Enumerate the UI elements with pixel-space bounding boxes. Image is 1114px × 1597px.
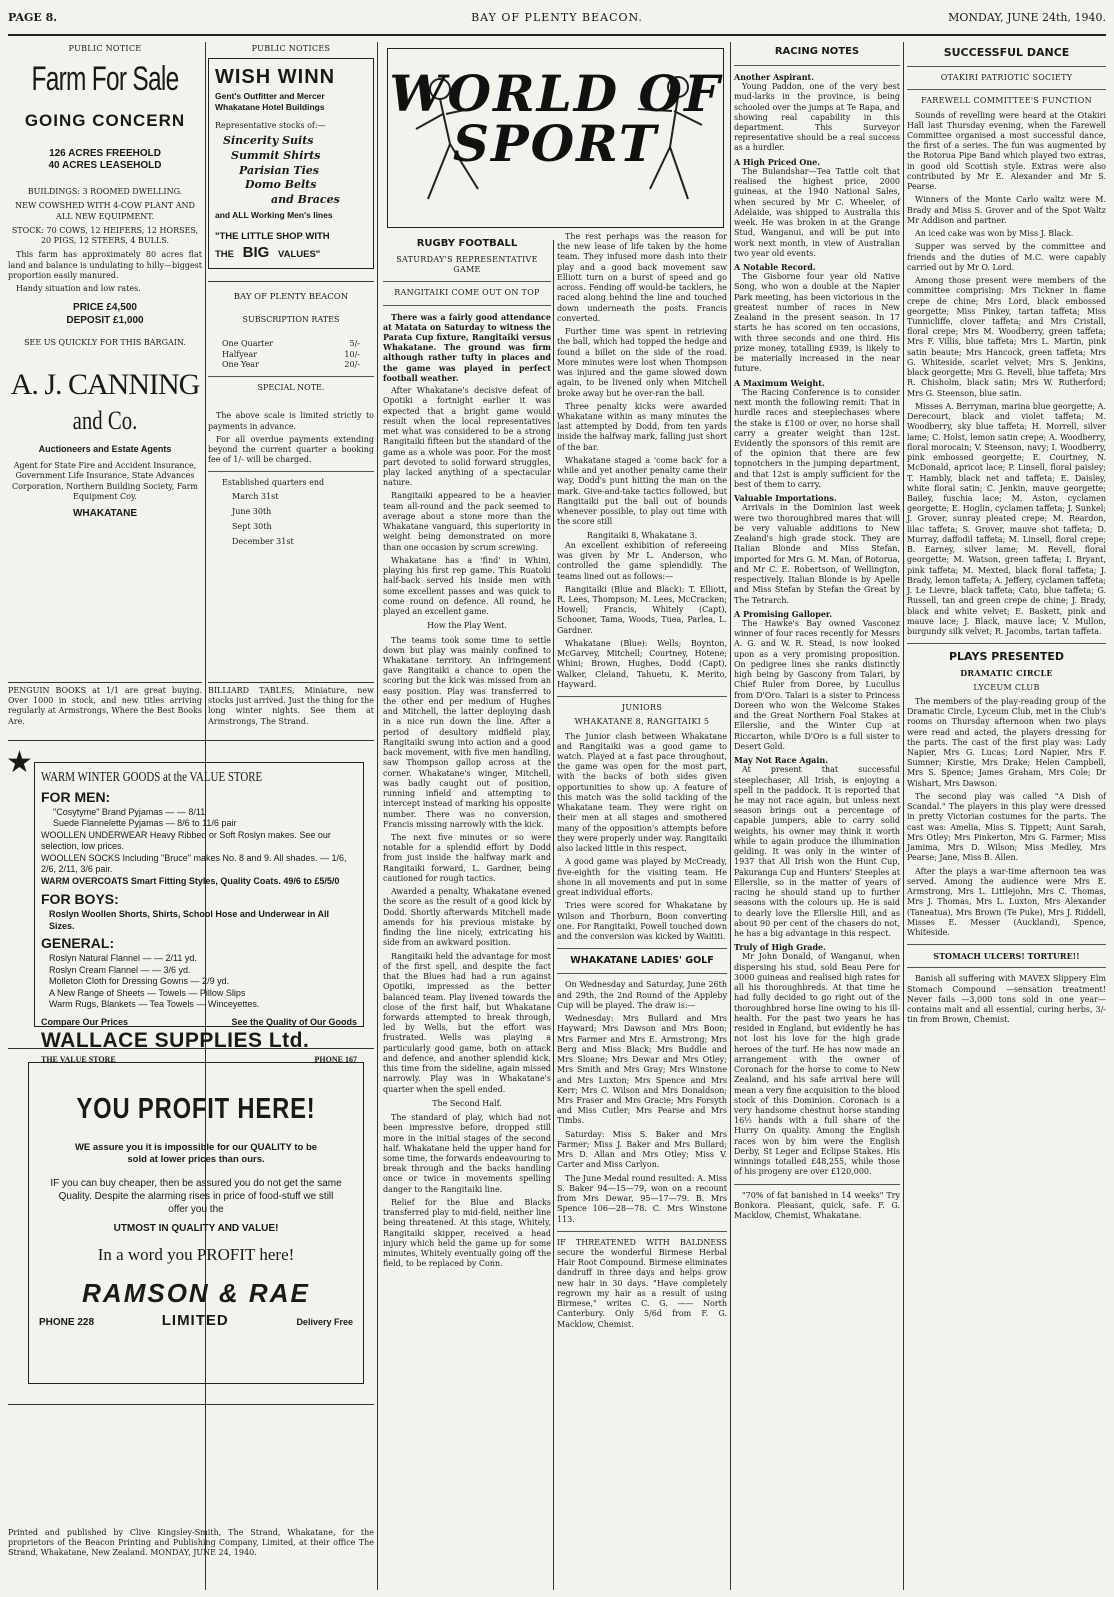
winter-line: WARM OVERCOATS Smart Fitting Styles, Quality Coats. 49/6 to £5/5/0 [41, 875, 340, 886]
established-label: Established quarters end [222, 478, 325, 488]
rugby-para: An excellent exhibition of refereeing was given by Mr L. Anderson, who controlled the game splendidly. The teams lined out as follows:— [557, 540, 727, 581]
column-rule [553, 240, 554, 1590]
stock-list: STOCK: 70 COWS, 12 HEIFERS, 12 HORSES, 20 PIGS, 12 STEERS, 4 BULLS. [11, 225, 199, 246]
deposit: DEPOSIT £1,000 [66, 315, 144, 326]
juniors-para: The Junior clash between Whakatane and Rangitaiki was a good game to watch. Played at a fast pace throughout, the game was open for the most part, with the backs of both sides given opportunities to show up. A feature of this match was the solid tackling of the Whakatane team. They were right on their men at all stages and smothered many of the opposition's attempts before they were properly under way. Rangitaiki also lacked little in this respect. [557, 731, 727, 854]
see-quality: See the Quality of Our Goods [231, 1016, 357, 1027]
acres-leasehold: 40 ACRES LEASEHOLD [48, 160, 162, 172]
winter-line: Suede Flannelette Pyjamas — 8/6 to 11/6 pair [53, 818, 237, 829]
winter-goods-ad [34, 762, 364, 1065]
plays-sub: DRAMATIC CIRCLE [960, 668, 1053, 679]
delivery-free: Delivery Free [296, 1316, 353, 1327]
rugby-para: Awarded a penalty, Whakatane evened the score as the result of a good kick by Dodd. Shortly afterwards Mitchell made amends for his previous mistake by finding the line nicely, extricating his side from an awkward position. [383, 887, 551, 948]
rugby-headline: RANGITAIKI COME OUT ON TOP [394, 288, 540, 298]
rate-label: One Quarter [222, 339, 274, 349]
bargain-note: SEE US QUICKLY FOR THIS BARGAIN. [24, 337, 186, 347]
boys-text: Roslyn Woollen Shorts, Shirts, School Hose and Underwear in All Sizes. [49, 909, 330, 931]
divider [208, 682, 374, 683]
wallace-brand: WALLACE SUPPLIES Ltd. [41, 1029, 310, 1053]
golf-para: On Wednesday and Saturday, June 26th and 29th, the 2nd Round of the Appleby Cup will be played. The draw is:— [557, 980, 727, 1010]
dance-para: Sounds of revelling were heard at the Otakiri Hall last Thursday evening, when the Farewell Committee organised a most successful dance, the first of a series. The fun was augmented by the Rotorua Pipe Band which played two extras, in good old Scottish style. Extras were also contributed by Mr E. Alexander and Mr S. Pearse. [907, 110, 1106, 192]
rugby-para: The teams took some time to settle down but play was mainly confined to Whakatane territory. An infringement gave Rangitaiki a chance to open the scoring but the kick was missed from an easy position. Play was transferred to the other end per medium of Hughes and Mitchell, the latter deploying dash in a nice run down the line. After a period of desultory midfield play, Rangitaiki swung into action and a good back movement, with five men handling, saw Thompson gallop across at the corner. Whakatane's winger, Mitchell, was badly caught out of position, running infield and attempting to intercept instead of marking his opposite number. There was no conversion, Francis missing narrowly with the kick. [383, 635, 551, 829]
winter-line: WOOLLEN UNDERWEAR Heavy Ribbed or Soft Roslyn makes. See our selection, low prices. [41, 829, 331, 852]
general-line: Roslyn Cream Flannel — — 3/6 yd. [49, 964, 191, 975]
imprint [8, 1528, 374, 1588]
golf-para: The June Medal round resulted: A. Miss S. Baker 94—15—79, won on a recount from Mrs Dewar, 95—17—79. B. Mrs Spence 106—28—78. C. Mrs Winstone 113. [557, 1173, 727, 1224]
shop-big: BIG [242, 244, 270, 262]
ad-label: PUBLIC NOTICE [68, 44, 142, 53]
juniors-score: WHAKATANE 8, RANGITAIKI 5 [574, 717, 710, 727]
profit-limited: LIMITED [161, 1311, 229, 1329]
rugby-subhead: How the Play Went. [427, 621, 507, 631]
town: WHAKATANE [72, 508, 138, 520]
column-rule [730, 42, 731, 1590]
price: PRICE £4,500 [73, 302, 137, 314]
racing-subhead: A High Priced One. [734, 156, 821, 167]
rugby-para: The rest perhaps was the reason for the new lease of life taken by the home team. They infused more dash into their play and a good back movement saw Elliott turn on a burst of speed and go across. Fending off would-be tacklers, he raced along behind the line and touched down underneath the posts. Francis converted. [557, 232, 727, 323]
golf-para: Wednesday: Mrs Bullard and Mrs Hayward; Mrs Dawson and Mrs Boon; Mrs Farmer and Mrs E. Armstrong; Mrs Berg and Miss Black; Mrs Buddle and Mrs Sloane; Mrs Dewar and Mrs Otley; Mrs Smith and Mrs Gray; Mrs Winstone and Mrs Luxton; Mrs Spence and Mrs Kerr; Mrs C. Wilson and Mrs Donaldson; Mrs Fraser and Mrs Gracie; Mrs Forsyth and Miss Cutler; Mrs Pearse and Mrs Timbs. [557, 1014, 727, 1126]
firm-and-co: and Co. [72, 406, 138, 436]
ulcers-title: STOMACH ULCERS! TORTURE!! [933, 951, 1080, 962]
stock-item: Parisian Ties [239, 163, 319, 177]
rugby-para: Relief for the Blue and Blacks transferred play to mid-field, neither line being threatened. At this stage, Whitely, Rangitaiki skipper, received a head injury which held the game up for some minutes, Whitely eventually going off the field, to be replaced by Conn. [383, 1197, 551, 1269]
winter-title: WARM WINTER GOODS at the VALUE STORE [41, 770, 263, 785]
working-lines: and ALL Working Men's lines [215, 210, 333, 221]
value-store: THE VALUE STORE [41, 1055, 116, 1065]
quarter-end: Sept 30th [232, 522, 272, 532]
baldness-ad: IF THREATENED WITH BALDNESS secure the wonderful Birmese Herbal Hair Root Compound. Birmese eliminates dandruff in three days and helps grow new hair in 30 days. "Have completely regrown my hair as a result of using Birmese," writes C. G. —— North Canterbury. Only 5/6d from F. G. Macklow, Chemist. [557, 1237, 727, 1329]
billiard-text: BILLIARD TABLES, Miniature, new stocks just arrived. Just the thing for the long winter nights. See them at Armstrongs, The Strand. [208, 686, 374, 726]
rugby-para: Rangitaiki held the advantage for most of the first spell, and despite the fact that the Blues had had a run against Opotiki, impressed as the better balanced team. Play livened towards the close of the first half, but Whakatane forwards attempted to break through, led by Wells, but the effort was frustrated. Wells was playing a particularly good game, both on attack and defence, and another splendid kick, this time from the sideline, again missed narrowly. Play was in Whakatane's quarter when the spell ended. [383, 951, 551, 1094]
rate-label: One Year [222, 359, 259, 369]
golf-para: Saturday: Miss S. Baker and Mrs Farmer; Miss J. Baker and Mrs Bullard; Mrs D. Allan and Mrs Otley; Miss V. Carter and Miss Carlyon. [557, 1129, 727, 1170]
racing-para: The Gisborne four year old Native Song, who won a double at the Napier Park meeting, has been victorious in the greatest number of races in New Zealand in the present season. In 17 starts he has scored on ten occasions, with three seconds and one third. His prize money, totalling £939, is likely to be materially increased in the near future. [734, 272, 900, 374]
stock-item: and Braces [271, 193, 340, 207]
farm-handy: Handy situation and low rates. [16, 283, 141, 293]
farm-description: This farm has approximately 80 acres flat land and balance is undulating to hilly—biggest proportion easily manured. [8, 250, 202, 280]
rate-value: 20/- [344, 359, 360, 369]
bonkora-ad: "70% of fat banished in 14 weeks" Try Bonkora. Pleasant, quick, safe. F. G. Macklow, Chemist, Whakatane. [734, 1190, 900, 1221]
rate-value: 10/- [344, 349, 360, 359]
final-score: Rangitaiki 8, Whakatane 3. [586, 530, 698, 540]
racing-subhead: Valuable Importations. [734, 493, 837, 504]
rugby-para: Whakatane staged a 'come back' for a while and yet another penalty came their way, Dodd's punt hitting the man on the mark. Give-and-take tactics followed, but Rangitaiki put the ball out of bounds whenever possible, to play out time with the score still [557, 455, 727, 527]
rugby-para: Three penalty kicks were awarded Whakatane within as many minutes the last attempted by Dodd, from ten yards inside the halfway mark, falling just short of the bar. [557, 401, 727, 452]
dance-para: Among those present were members of the committee comprising: Mrs Tickner in flame crepe de chine; Mrs Lord, black embossed georgette; Miss Pinkey, tartan taffeta; Miss Tunnicliffe, clover taffeta; and Mrs Cristall, floral crepe; Mrs M. Woodberry, green taffeta; Mrs F. Villis, blue taffeta; Mrs L. Martin, pink satin beaute; Mrs Hancock, green taffeta; Mrs G. Whiteside, scarlet velvet; Mrs S. Jenkins, black georgette; Mrs G. Revell, blue taffeta; Mrs R. Chisholm, black satin; Mrs W. Rutherford; Mrs G. Steenson, blue satin. [907, 276, 1106, 398]
farm-for-sale-ad [8, 40, 202, 680]
compare-prices: Compare Our Prices [41, 1016, 129, 1027]
wish-winn-sub1: Gent's Outfitter and Mercer [215, 90, 325, 101]
plays-para: The members of the play-reading group of the Dramatic Circle, Lyceum Club, met in the Club's rooms on Thursday afternoon when two plays were read and acted, the players dressing for the parts. The cast of the first play was: Lady Napier, Mrs G. Lucas; Lord Napier, Mrs F. Sumner; Kirstie, Mrs Drake; Helen Campbell, Mrs S. Spence; James Graham, Mrs Cole; Dr Wishart, Mrs Dawson. [907, 696, 1106, 788]
racing-subhead: A Notable Record. [734, 262, 816, 273]
rugby-title: RUGBY FOOTBALL [416, 238, 518, 249]
divider [8, 682, 202, 683]
ad-label: PUBLIC NOTICES [251, 44, 331, 53]
quarter-end: December 31st [232, 537, 294, 547]
rugby-subhead: The Second Half. [432, 1098, 502, 1108]
dance-sub2: FAREWELL COMMITTEE'S FUNCTION [921, 96, 1092, 106]
racing-para: Mr John Donald, of Wanganui, when dispersing his stud, sold Beau Pere for 3000 guineas and realised high rates for all his thoroughbreds. At that time he had fully decided to go right out of the thoroughbred horse line owing to his ill-health. For the past two years he has resided in England, but evidently he has not lost his love for the high grade heroes of the turf. He has now made an arrangement with the owner of Coronach for the horse to come to New Zealand, and his safe arrival here will mean a very fine acquisition to the blood stock of this Dominion. Coronach is a very handsome chestnut horse standing 16½ hands with a full share of the Hurry On quality. Among the English races won by him were the English Derby, St Leger and Eclipse Stakes. His winnings totalled £48,255, while those of his progeny are over £120,000. [734, 952, 900, 1177]
racing-subhead: Truly of High Grade. [734, 942, 826, 953]
wish-winn-sub2: Whakatane Hotel Buildings [215, 101, 325, 112]
rugby-para: Further time was spent in retrieving the ball, which had topped the hedge and found a billet on the side of the road. More minutes were lost when Thompson was injured and the game slowed down again, to be livened only when Mitchell broke away but he over-ran the ball. [557, 327, 727, 398]
racing-para: At present that successful steeplechaser, All Irish, is enjoying a spell in the paddock. It is reported that he may not race again, but unless next season brings out a percentage of capable jumpers, able to carry solid weights, his owner may think it worth while to again produce the illumination gelding. It was only in the winter of 1937 that All Irish won the Hunt Cup, Pakuranga Cup and Hunters' Steeples at Ellerslie, so in the matter of years of racing he should stand up to further seasons with the colours up. He is said to dearly love the Ellerslie Hill, and as about 90 per cent of the chasers do not, he has a big advantage in this respect. [734, 765, 900, 939]
rugby-sub: SATURDAY'S REPRESENTATIVE GAME [396, 254, 538, 275]
rugby-continued [557, 232, 727, 1590]
plays-sub2: LYCEUM CLUB [973, 682, 1040, 692]
ulcers-para: Banish all suffering with MAVEX Slippery Elm Stomach Compound —sensation treatment! Never fails —3,000 tons sold in one year—contains malt and all essential, curing herbs, 3/- tin from Brown, Chemist. [907, 974, 1106, 1025]
column-rule [377, 42, 378, 1590]
quarter-end: March 31st [232, 491, 279, 501]
dance-para: Misses A. Berryman, marina blue georgette; A. Derecourt, black and violet taffeta; M. Woodberry, sky blue taffeta; H. Morrell, silver lame; C. Holst, lemon satin crepe; A. Woodberry, floral morocain; V. Steenson, navy; I. Woodberry, pink embossed georgette; E. Courtney, N. McDonald, apricot lace; P. Linsell, floral paisley; T. Hambly, black net and taffeta; E. Daisley, white floral satin; C. Jenkin, mauve georgette; Bailey, fuschia lace; M. Aston, cyclamen georgette; E. Hoglin, cyclamen taffeta; J. Sunkel; J. Grover, sunray pleated crepe; M. Reardon, lilac taffeta; S. Grover, mauve shot taffeta; D. Murray, daffodil taffeta; M. Linsell, floral crepe; B. Earney, silver lame; M. Revell, floral georgette; M. Watson, green taffeta; I. Bryant, pink taffeta; M. Mexted, black floral taffeta; J. Brady, lemon taffeta; A. Jeffery, cyclamen taffeta; J. Le Lievre, black taffeta; Cato, blue taffeta; G. Russell, tan and green crepe de chine; J. Brady, black and white velvet; E. Baskett, pink and mauve lace; J. Black, mauve lace; V. Mullon, burgundy silk velvet; R. Jacombs, tartan taffeta. [907, 401, 1106, 637]
dance-sub: OTAKIRI PATRIOTIC SOCIETY [940, 73, 1073, 83]
plays-para: After the plays a war-time afternoon tea was served. Among the audience were Mrs E. Armstrong, Mrs L. Littlejohn, Mrs C. Thomas, Mrs J. Thomas, Mrs L. Luxton, Mrs Alexander (Taneatua), Mrs Brown (Te Puke), Mrs J. Riddell, Misses E. Messer (Auckland), Spence, Whiteside. [907, 866, 1106, 937]
winter-line: WOOLLEN SOCKS Including "Bruce" makes No. 8 and 9. All shades. — 1/6, 2/6, 2/11, 3/6 pair. [41, 852, 347, 875]
wallace-phone: PHONE 167 [314, 1055, 357, 1065]
subscription-box [208, 281, 374, 549]
going-concern: GOING CONCERN [24, 110, 186, 130]
rugby-para: Whakatane has a 'find' in Whini, playing his first rep game. This Ruatoki half-back served his inside men with some excellent passes and was quick to come round on defence. All round, he played an excellent game. [383, 555, 551, 617]
ramson-rae-brand: RAMSON & RAE [82, 1278, 310, 1309]
quarter-end: June 30th [232, 506, 272, 516]
racing-subhead: A Promising Galloper. [734, 608, 833, 619]
racing-subhead: A Maximum Weight. [734, 377, 825, 388]
stock-item: Summit Shirts [231, 148, 321, 162]
wish-winn-ad [208, 40, 374, 680]
column-rule [903, 42, 904, 1590]
racing-subhead: May Not Race Again. [734, 755, 828, 766]
golf-heading: WHAKATANE LADIES' GOLF [570, 955, 714, 967]
plays-para: The second play was called "A Dish of Scandal." The players in this play were dressed in pretty Victorian costumes for the parts. The cast was: Amelia, Miss S. Tippett; Aunt Sarah, Mrs Otley; Mrs Pinkerton, Mrs G. Farmer; Miss Jamima, Mrs D. Wilson; Miss Medley, Mrs Pearse; Jane, Miss B. Allen. [907, 791, 1106, 863]
racing-subhead: Another Aspirant. [734, 71, 814, 82]
racing-notes [734, 40, 900, 1590]
racing-para: The Hawke's Bay owned Vasconez winner of four races recently for Messrs A. G. and W. R. Stead, is now looked upon as a very promising proposition. On pedigree lines she ranks distinctly high being by Gascony from Talari, by Chief Ruler from Doree, by Lucullus from D'Oro. Talari is a sister to Princess Doreen who won the Welcome Stakes and the Great Northern Foal Stakes at Ellerslie, and the Winter Cup at Riccarton, while D'Oro is a full sister to Desert Gold. [734, 618, 900, 751]
profit-phone: PHONE 228 [39, 1316, 95, 1328]
dance-para: Winners of the Monte Carlo waltz were M. Brady and Miss S. Grover and of the Spot Waltz Mr Addison and partner. [907, 195, 1106, 225]
winter-line: "Cosytyme" Brand Pyjamas — — 8/11 [53, 806, 206, 817]
rugby-article [383, 232, 551, 1590]
beacon-name: BAY OF PLENTY BEACON [233, 292, 349, 303]
stock-item: Sincerity Suits [223, 133, 314, 147]
general-line: Roslyn Natural Flannel — — 2/11 yd. [49, 953, 197, 964]
racing-para: Young Paddon, one of the very best mud-larks in the province, is being schooled over the jumps at Te Rapa, and showing real capability in this department. This Surveyor representative should be a real success as a hurdler. [734, 82, 900, 153]
rugby-lead: There was a fairly good attendance at Matata on Saturday to witness the Parata Cup fixture, Rangitaiki versus Whakatane. The ground was firm although rather tufty in places and the game was played in perfect football weather. [383, 311, 551, 383]
shop-values: VALUES" [277, 249, 321, 261]
general: GENERAL: [41, 935, 115, 952]
rate-value: 5/- [349, 339, 360, 349]
plays-title: PLAYS PRESENTED [948, 650, 1065, 664]
dance-para: Supper was served by the committee and friends and the duties of M.C. were capably carried out by Mr O. Lord. [907, 242, 1106, 272]
special-note-heading: SPECIAL NOTE. [257, 383, 325, 393]
star-icon: ★ [6, 745, 33, 780]
issue-date: MONDAY, JUNE 24th, 1940. [948, 11, 1106, 24]
for-men: FOR MEN: [41, 788, 111, 805]
imprint-text: Printed and published by Clive Kingsley-Smith, The Strand, Whakatane, for the proprietors of the Beacon Printing and Publishing Company, Limited, at their office The Strand, Whakatane, New Zealand. MONDAY, JUNE 24, 1940. [8, 1528, 374, 1558]
rep-stocks: Representative stocks of:— [215, 120, 326, 130]
sport-banner-title: WORLD OF SPORT [389, 64, 722, 173]
juniors-heading: JUNIORS [621, 703, 663, 713]
page-number: PAGE 8. [8, 11, 58, 24]
racing-para: The Racing Conference is to consider next month the following remit: That in hurdle races and steeplechases where the stake is £100 or over, no horse shall carry a greater weight than 12st. Evidently the sponsors of this remit are of the opinion that there are few topnotchers in the jumping department, and that 12st is amply sufficient for the best of them to carry. [734, 387, 900, 489]
wish-winn-title: WISH WINN [215, 66, 336, 89]
divider [8, 1048, 374, 1049]
acres-freehold: 126 ACRES FREEHOLD [49, 147, 161, 159]
racing-para: The Bulandshar—Tea Tattle colt that realised the highest price, 2000 guineas, at the 1940 National Sales, when secured by Mr C. Wheeler, of Adelaide, was shipped to Australia this week. He was broken in at the Grange Stud, Wanganui, and will be put into work next month, in view of Australian two year old events. [734, 166, 900, 258]
juniors-para: A good game was played by McCready, five-eighth for the visiting team. He shone in all movements and put in some great individual efforts. [557, 857, 727, 898]
for-boys: FOR BOYS: [41, 891, 119, 908]
rugby-para: The standard of play, which had not been impressive before, dropped still more in the initial stages of the second half. Whakatane held the upper hand for some time, the forwards endeavouring to break through and the backs handling once or twice in movements spelling danger to the Rangitaiki line. [383, 1113, 551, 1194]
rugby-para: Rangitaiki (Blue and Black): T. Elliott, R. Lees, Thompson; M. Lees, McCracken; Howell; Francis, Whitely (Capt), Schooner, Tama, Woods, Tuea, Parlea, L. Gardner. [557, 584, 727, 635]
masthead [8, 6, 1106, 36]
cowshed: NEW COWSHED WITH 4-COW PLANT AND ALL NEW EQUIPMENT. [15, 201, 195, 221]
rugby-para: Whakatane (Blue): Wells; Boynton, McGarvey, Mitchell; Courtney, Hotene; Whini; Brown, Hughes, Dodd (Capt), Walker, Cleland, Tahuetu, K. Merito, Hayward. [557, 638, 727, 689]
firm-name: A. J. CANNING [10, 368, 200, 402]
billiard-ad [208, 686, 374, 736]
rugby-para: After Whakatane's decisive defeat of Opotiki a fortnight earlier it was expected that a bright game would result when the local representatives met what was considered to be a strong Rangitaiki fifteen but the standard of the game as a whole was poor. For the most part devoted to solid forward struggles, play lacked anything of a spectacular nature. [383, 386, 551, 488]
general-line: A New Range of Sheets — Towels — Pillow Slips [49, 987, 246, 998]
profit-title: YOU PROFIT HERE! [76, 1093, 316, 1125]
general-line: Molleton Cloth for Dressing Gowns — 2/9 yd. [49, 976, 230, 987]
social-column [907, 40, 1106, 1590]
agent-text: Agent for State Fire and Accident Insurance, Government Life Insurance, State Advances Corporation, Northern Building Society, Farm Equipment Coy. [11, 461, 199, 501]
rate-label: Halfyear [222, 349, 258, 359]
farm-title: Farm For Sale [31, 60, 179, 99]
newspaper-title: BAY OF PLENTY BEACON. [471, 11, 643, 24]
racing-title: RACING NOTES [774, 46, 860, 57]
firm-role: Auctioneers and Estate Agents [38, 443, 172, 454]
profit-p3: UTMOST IN QUALITY AND VALUE! [113, 1222, 279, 1234]
note-text: The above scale is limited strictly to payments in advance. [208, 411, 374, 431]
penguin-text: PENGUIN BOOKS at 1/1 are great buying. Over 1000 in stock, and new titles arriving regularly at Armstrongs, Where the Best Books Are. [8, 686, 202, 726]
profit-ad [28, 1062, 364, 1384]
note-text: For all overdue payments extending beyond the current quarter a booking fee of 1/- will be charged. [208, 434, 374, 465]
rates-heading: SUBSCRIPTION RATES [242, 315, 340, 325]
profit-p2: IF you can buy cheaper, then be assured you do not get the same Quality. Despite the alarming rises in price of food-stuff we still offer you the [50, 1178, 342, 1216]
penguin-books-ad [8, 686, 202, 736]
sport-banner [387, 48, 724, 228]
racing-para: Arrivals in the Dominion last week were two thoroughbred mares that will be very valuable additions to New Zealand's high grade stock. They are Italian Blonde and Miss Stefan, imported for Mrs G. M. Man, of Rotorua, and Mr C. E. Robertson, of Wellington, respectively. Italian Blonde is by Apelle and Miss Stefan by Stefan the Great by The Tetrarch. [734, 503, 900, 605]
dance-title: SUCCESSFUL DANCE [943, 46, 1070, 59]
dance-para: An iced cake was won by Miss J. Black. [915, 229, 1074, 239]
profit-p4: In a word you PROFIT here! [97, 1244, 295, 1264]
shop-the: THE [215, 249, 234, 261]
profit-p1: WE assure you it is impossible for our QUALITY to be sold at lower prices than ours. [74, 1142, 318, 1166]
divider [8, 1404, 374, 1405]
buildings: BUILDINGS: 3 ROOMED DWELLING. [27, 187, 183, 197]
juniors-para: Tries were scored for Whakatane by Wilson and Thorburn, Boon converting one. For Rangitaiki, Powell touched down and the conversion was kicked by Waititi. [557, 901, 727, 941]
stock-item: Domo Belts [245, 178, 317, 192]
rugby-para: The next five minutes or so were notable for a splendid effort by Dodd from just inside the halfway mark and Rangitaiki forward, L. Gardner, being cautioned for rough tactics. [383, 832, 551, 883]
divider [8, 740, 374, 741]
shop-slogan: "THE LITTLE SHOP WITH [215, 230, 330, 242]
rugby-para: Rangitaiki appeared to be a heavier team all-round and the pack seemed to average about a stone more than the Whakatane vanguard, this superiority in weight being demonstrated on more than one occasion by scrum screwing. [383, 491, 551, 552]
general-line: Warm Rugs, Blankets — Tea Towels — Winceyettes. [49, 999, 260, 1010]
